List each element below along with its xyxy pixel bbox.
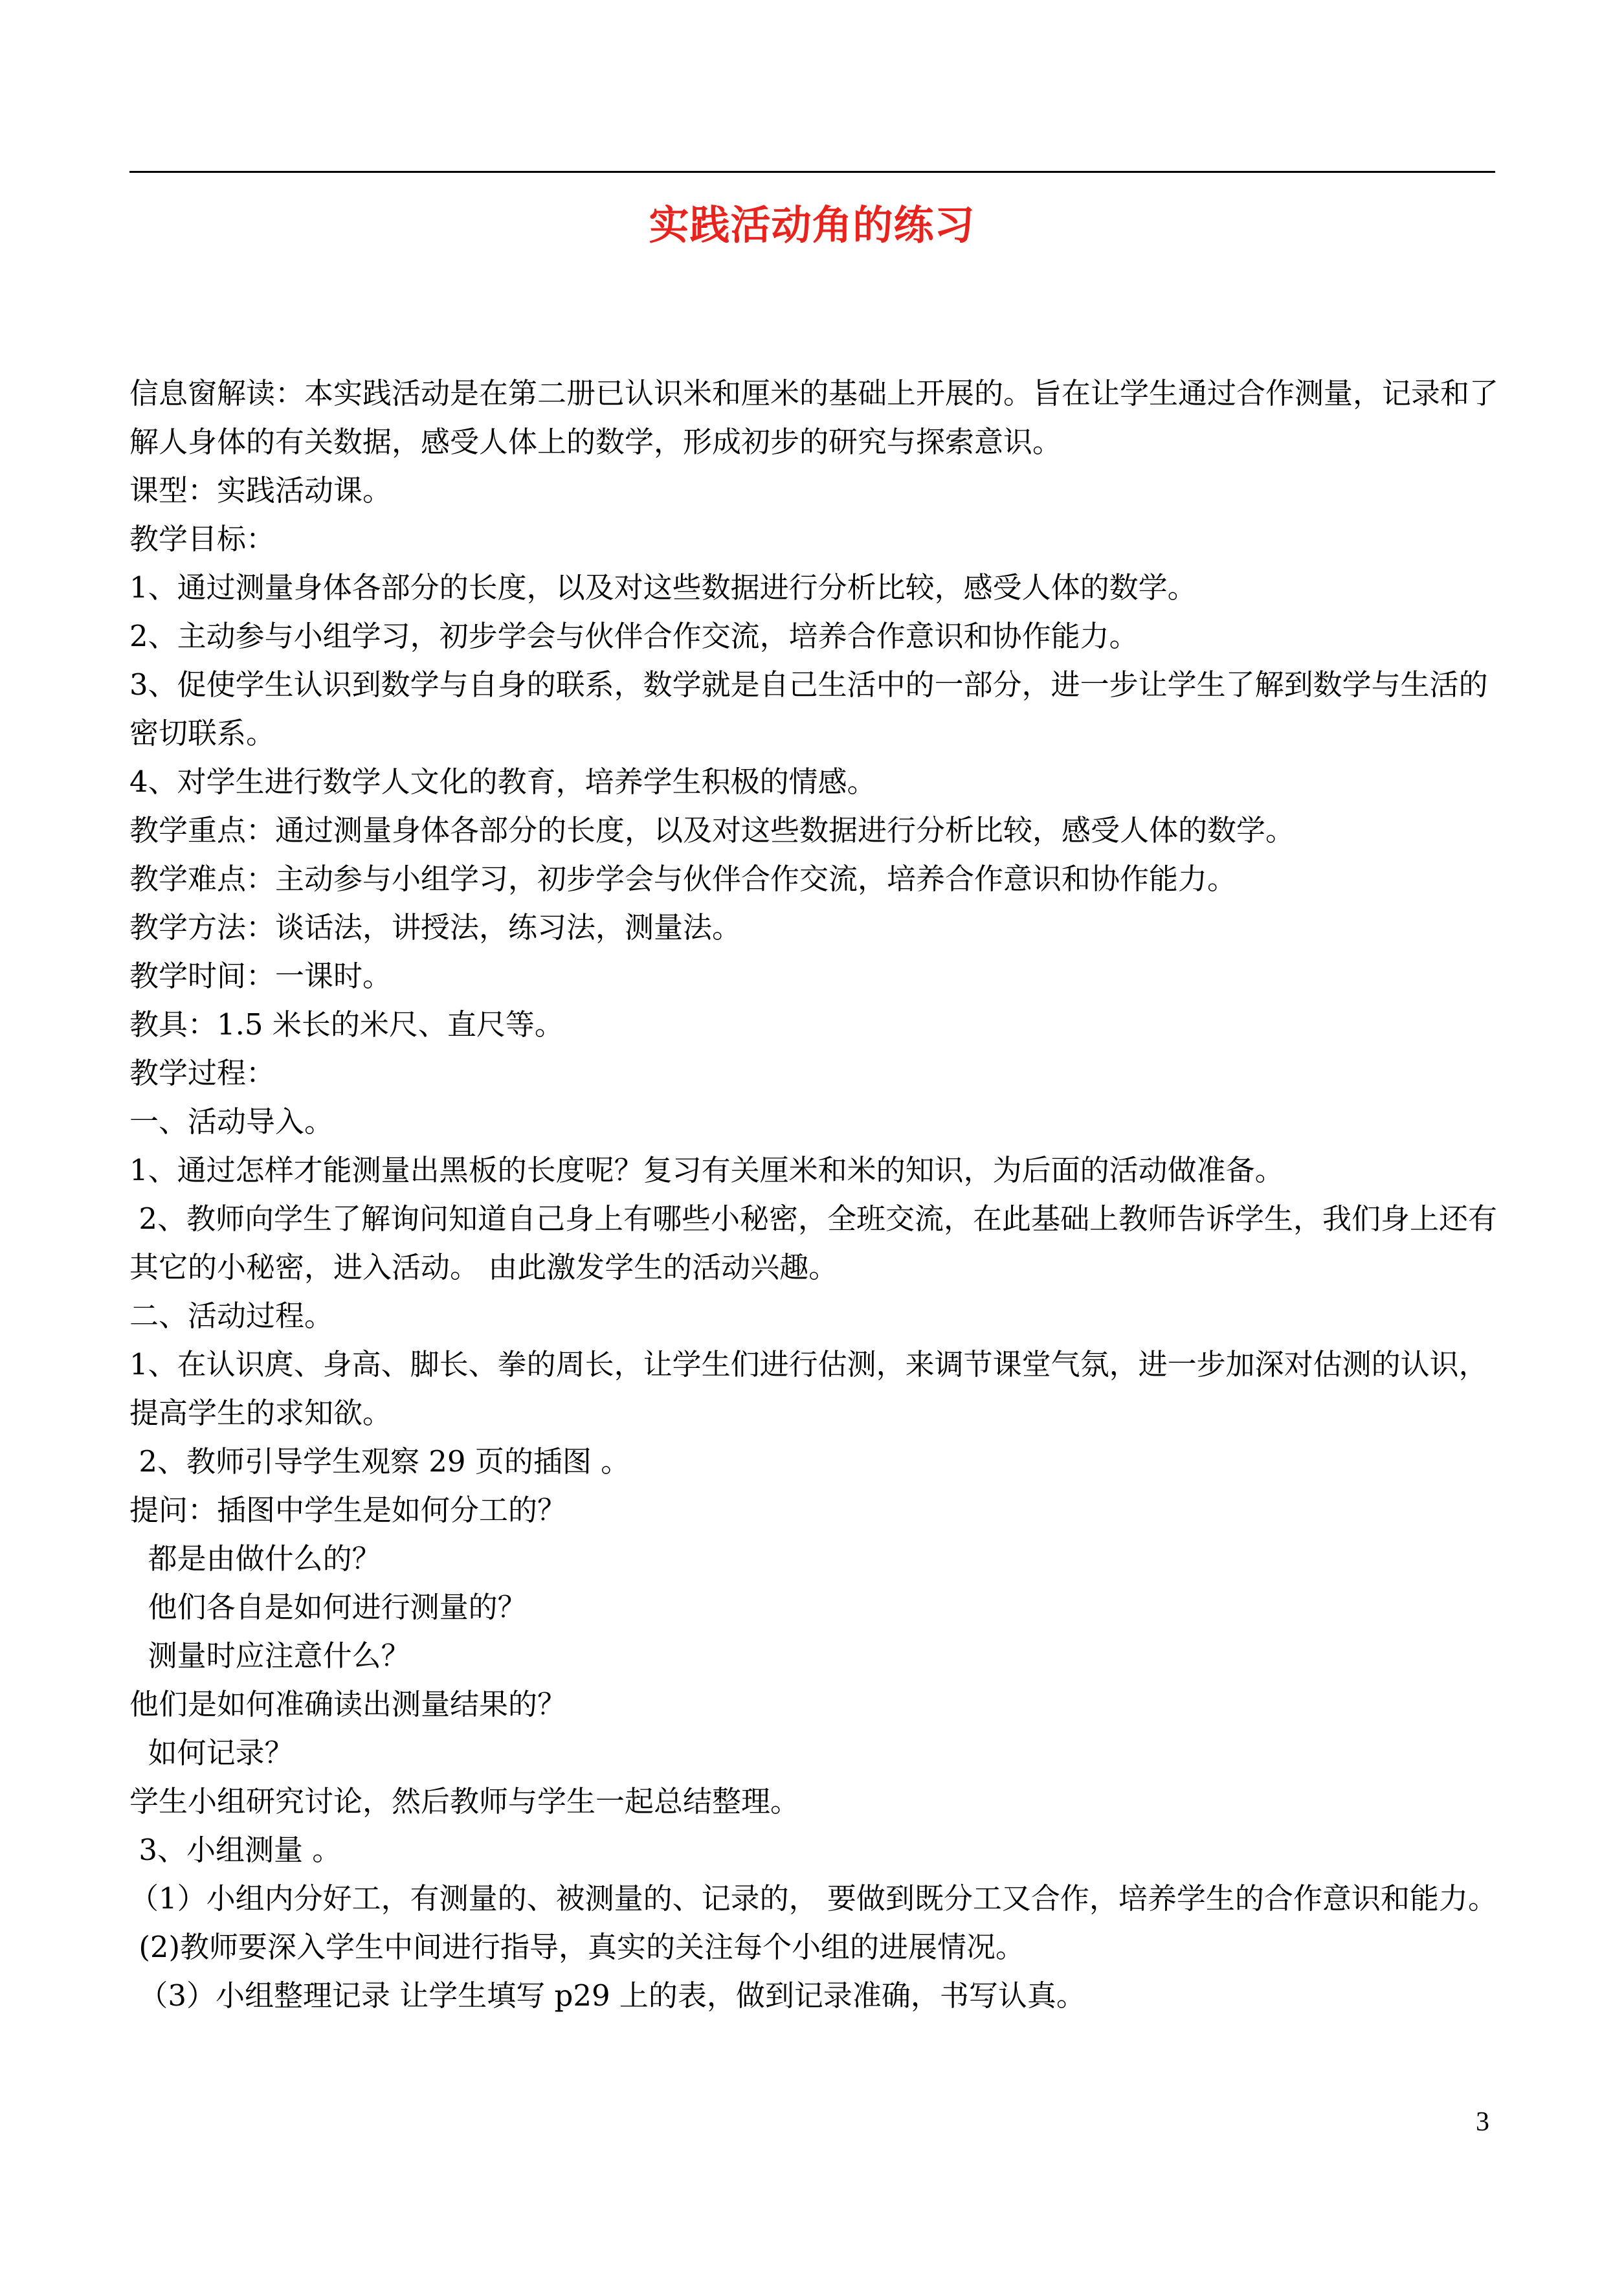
paragraph: (2)教师要深入学生中间进行指导，真实的关注每个小组的进展情况。 — [129, 1930, 1025, 1964]
paragraph: （1）小组内分好工，有测量的、被测量的、记录的， 要做到既分工又合作，培养学生的合作意识和能力。 — [129, 1881, 1497, 1916]
paragraph: 2、主动参与小组学习，初步学会与伙伴合作交流，培养合作意识和协作能力。 — [129, 619, 1139, 653]
paragraph: 一、活动导入。 — [129, 1104, 334, 1139]
paragraph: 1、通过测量身体各部分的长度，以及对这些数据进行分析比较，感受人体的数学。 — [129, 570, 1197, 605]
paragraph: 二、活动过程。 — [129, 1299, 334, 1333]
paragraph: 4、对学生进行数学人文化的教育，培养学生积极的情感。 — [129, 765, 876, 799]
paragraph: 教学难点：主动参与小组学习，初步学会与伙伴合作交流，培养合作意识和协作能力。 — [129, 862, 1237, 896]
page-number: 3 — [1476, 2107, 1489, 2137]
paragraph: 教学时间：一课时。 — [129, 959, 392, 993]
paragraph: 提问：插图中学生是如何分工的？ — [129, 1493, 567, 1527]
paragraph: （3）小组整理记录 让学生填写 p29 上的表，做到记录准确，书写认真。 — [129, 1978, 1085, 2013]
paragraph: 2、教师引导学生观察 29 页的插图 。 — [129, 1444, 630, 1479]
paragraph: 教学重点：通过测量身体各部分的长度，以及对这些数据进行分析比较，感受人体的数学。 — [129, 813, 1295, 847]
paragraph: 测量时应注意什么？ — [129, 1639, 410, 1673]
paragraph: 他们是如何准确读出测量结果的？ — [129, 1687, 567, 1721]
paragraph: 3、小组测量 。 — [129, 1833, 342, 1867]
paragraph: 3、促使学生认识到数学与自身的联系，数学就是自己生活中的一部分，进一步让学生了解到数学与生活的密切联系。 — [129, 667, 1488, 750]
paragraph: 课型：实践活动课。 — [129, 473, 392, 508]
header-rule — [129, 171, 1495, 173]
paragraph: 信息窗解读：本实践活动是在第二册已认识米和厘米的基础上开展的。旨在让学生通过合作测量，记录和了解人身体的有关数据，感受人体上的数学，形成初步的研究与探索意识。 — [129, 376, 1499, 459]
paragraph: 都是由做什么的？ — [129, 1541, 381, 1576]
paragraph: 他们各自是如何进行测量的？ — [129, 1590, 527, 1624]
paragraph: 学生小组研究讨论，然后教师与学生一起总结整理。 — [129, 1784, 800, 1818]
paragraph: 如何记录？ — [129, 1736, 294, 1770]
paragraph: 2、教师向学生了解询问知道自己身上有哪些小秘密，全班交流，在此基础上教师告诉学生，我们身上还有其它的小秘密，进入活动。 由此激发学生的活动兴趣。 — [129, 1202, 1497, 1284]
paragraph: 1、通过怎样才能测量出黑板的长度呢？复习有关厘米和米的知识，为后面的活动做准备。 — [129, 1153, 1284, 1187]
document-body — [129, 369, 1515, 2020]
document-title: 实践活动角的练习 — [649, 201, 975, 249]
paragraph: 教学目标： — [129, 522, 276, 556]
paragraph: 教学方法：谈话法，讲授法，练习法，测量法。 — [129, 910, 742, 945]
paragraph: 1、在认识庹、身高、脚长、拳的周长，让学生们进行估测，来调节课堂气氛，进一步加深对估测的认识，提高学生的求知欲。 — [129, 1347, 1488, 1430]
paragraph: 教学过程： — [129, 1056, 276, 1090]
paragraph: 教具：1.5 米长的米尺、直尺等。 — [129, 1007, 564, 1042]
